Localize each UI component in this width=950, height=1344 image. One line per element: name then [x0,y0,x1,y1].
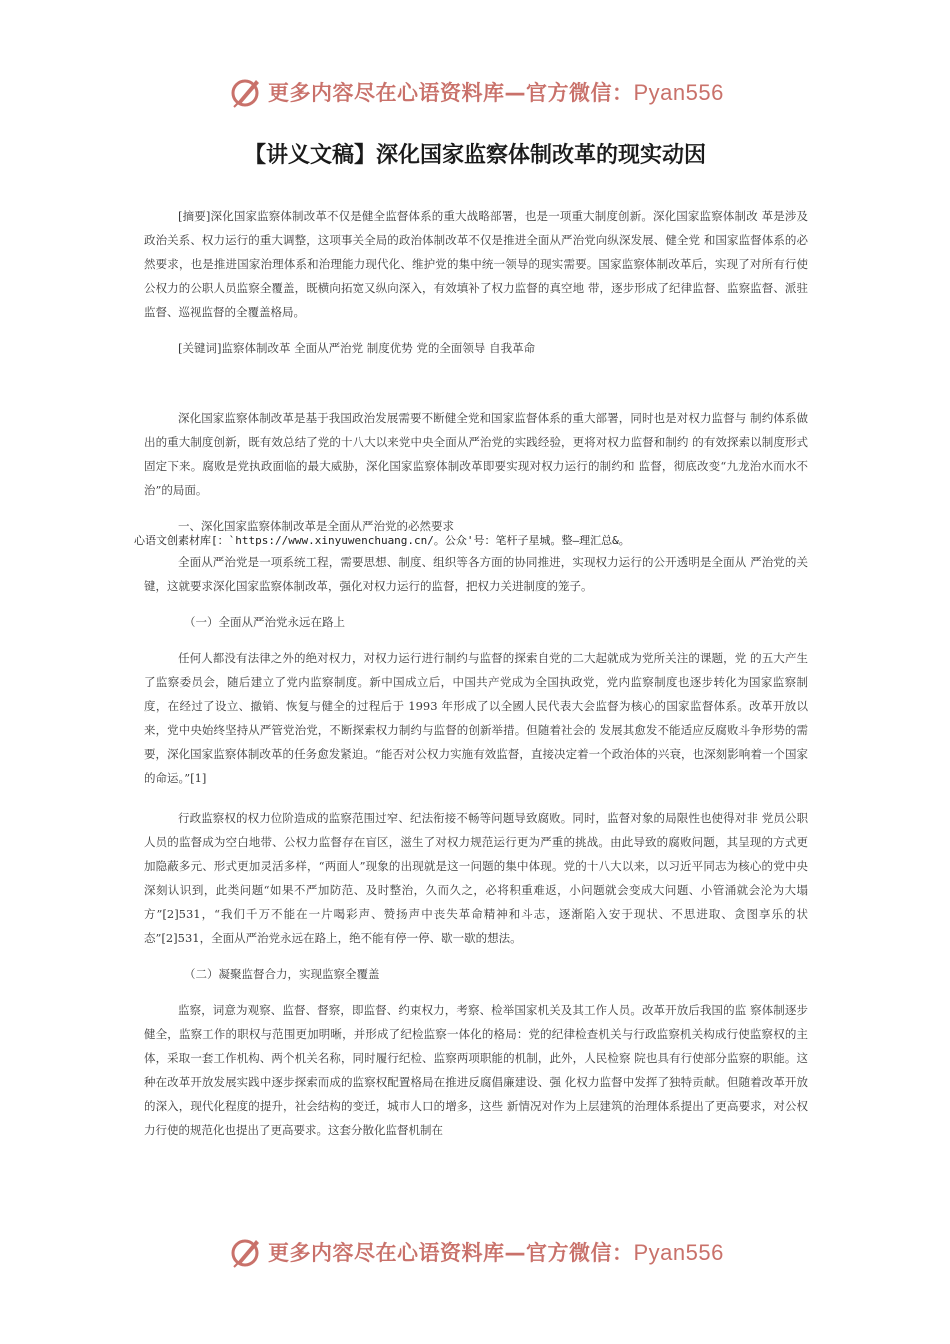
abstract-paragraph: [摘要]深化国家监察体制改革不仅是健全监督体系的重大战略部署，也是一项重大制度创新。深化国家监察体制改 革是涉及政治关系、权力运行的重大调整，这项事关全局的政治体制改革不仅是推进全面从严治党向纵深发展、健全党 和国家监督体系的必然要求，也是推进国家治理体系和治理能力现代化、维护党的集中统一领导的现实需要。国家监察体制改革后，实现了对所有行使公权力的公职人员监察全覆盖，既横向拓宽又纵向深入，有效填补了权力监督的真空地 带，逐步形成了纪律监督、监察监督、派驻监督、巡视监督的全覆盖格局。 [144,209,808,319]
banner-inner [228,1232,724,1272]
banner-inner [228,72,724,112]
subsection2-heading: （二）凝聚监督合力，实现监察全覆盖 [184,967,380,981]
footer-banner [0,1232,950,1272]
quill-logo-icon [228,1234,264,1270]
banner-slogan: 更多内容尽在心语资料库—官方微信： [268,81,634,105]
subsection1-paragraph-1: 任何人都没有法律之外的绝对权力，对权力运行进行制约与监督的探索自党的二大起就成为党所关注的课题，党 的五大产生了监察委员会，随后建立了党内监察制度。新中国成立后，中国共产党成为全国执政党，党内监察制度也逐步转化为国家监察制度，在经过了设立、撤销、恢复与健全的过程后于 1993 年形成了以全國人民代表大会监督为核心的国家监督体系。改革开放以来，党中央始终坚持从严管党治党，不断探索权力制约与监督的创新举措。但随着社会的 发展其愈发不能适应反腐败斗争形势的需要，深化国家监察体制改革的任务愈发紧迫。“能否对公权力实施有效监督，直接决定着一个政治体的兴衰，也深刻影响着一个国家的命运。”[1] [144,651,808,785]
quill-logo-icon [228,74,264,110]
document-body [134,204,808,1142]
subsection2-paragraph-1: 监察，词意为观察、监督、督察，即监督、约束权力，考察、检举国家机关及其工作人员。改革开放后我国的监 察体制逐步健全，监察工作的职权与范围更加明晰，并形成了纪检监察一体化的格局：党的纪律检查机关与行政监察机关构成行使监察权的主体，采取一套工作机构、两个机关名称，同时履行纪检、监察两项职能的机制，此外，人民检察 院也具有行使部分监察的职能。这种在改革开放发展实践中逐步探索而成的监察权配置格局在推进反腐倡廉建设、强 化权力监督中发挥了独特贡献。但随着改革开放的深入，现代化程度的提升，社会结构的变迁，城市人口的增多，这些 新情况对作为上层建筑的治理体系提出了更高要求，对公权力行使的规范化也提出了更高要求。这套分散化监督机制在 [144,1003,808,1137]
subsection1-paragraph-2: 行政监察权的权力位阶造成的监察范围过窄、纪法衔接不畅等问题导致腐败。同时，监督对象的局限性也使得对非 党员公职人员的监督成为空白地带、公权力监督存在盲区，滋生了对权力规范运行更为严重的挑战。由此导致的腐败问题，其呈现的方式更加隐蔽多元、形式更加灵活多样，“两面人”现象的出现就是这一问题的集中体现。党的十八大以来，以习近平同志为核心的党中央深刻认识到，此类问题“如果不严加防范、及时整治，久而久之，必将积重难返，小问题就会变成大问题、小管涌就会沦为大塌方”[2]531，“我们千万不能在一片喝彩声、赞扬声中丧失革命精神和斗志，逐渐陷入安于现状、不思进取、贪图享乐的状态”[2]531，全面从严治党永远在路上，绝不能有停一停、歇一歇的想法。 [144,811,808,945]
section1-paragraph: 全面从严治党是一项系统工程，需要思想、制度、组织等各方面的协同推进，实现权力运行的公开透明是全面从 严治党的关键，这就要求深化国家监察体制改革，强化对权力运行的监督，把权力关进制度的笼子。 [144,555,808,593]
keywords-paragraph: [关键词]监察体制改革 全面从严治党 制度优势 党的全面领导 自我革命 [178,341,536,355]
banner-wechat-id: Pyan556 [633,1240,724,1265]
intro-paragraph: 深化国家监察体制改革是基于我国政治发展需要不断健全党和国家监督体系的重大部署，同时也是对权力监督与 制约体系做出的重大制度创新，既有效总结了党的十八大以来党中央全面从严治党的实践经验，更将对权力监督和制约 的有效探索以制度形式固定下来。腐败是党执政面临的最大威胁，深化国家监察体制改革即要实现对权力运行的制约和 监督，彻底改变“九龙治水而水不治”的局面。 [144,411,808,497]
banner-slogan: 更多内容尽在心语资料库—官方微信： [268,1241,634,1265]
banner-text [268,77,724,107]
section1-heading: 一、深化国家监察体制改革是全面从严治党的必然要求 [178,519,454,533]
banner-text [268,1237,724,1267]
subsection1-heading: （一）全面从严治党永远在路上 [184,615,345,629]
banner-wechat-id: Pyan556 [633,80,724,105]
document-title: 【讲义文稿】深化国家监察体制改革的现实动因 [243,143,706,168]
header-banner [0,72,950,112]
source-note: 心语文创素材库[：`https://www.xinyuwenchuang.cn/。公众'号：笔杆子星城。整—理汇总&。 [134,534,630,547]
